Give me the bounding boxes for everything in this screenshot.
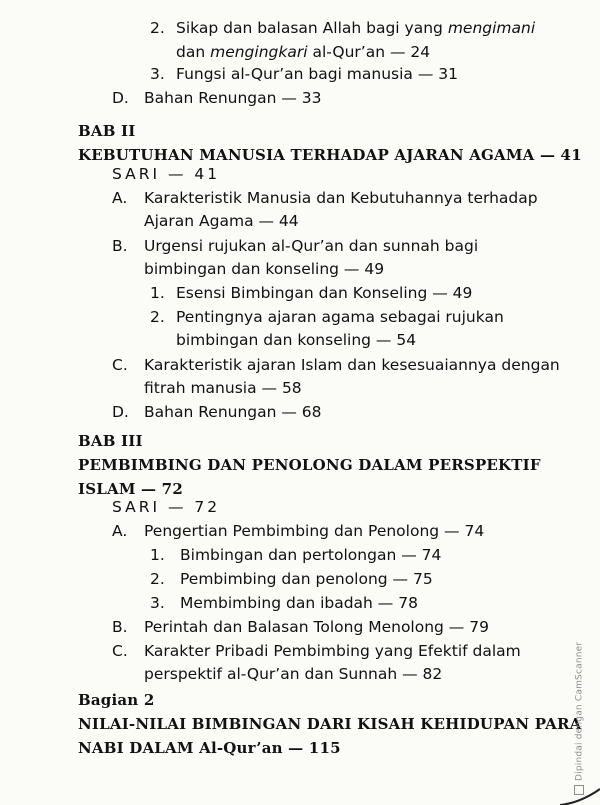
item-number: C. bbox=[112, 356, 128, 374]
item-text: Pentingnya ajaran agama sebagai rujukan bbox=[176, 308, 504, 326]
chapter-title: PEMBIMBING DAN PENOLONG DALAM PERSPEKTIF bbox=[78, 456, 541, 474]
part-label: Bagian 2 bbox=[78, 691, 155, 709]
item-number: D. bbox=[112, 89, 129, 107]
item-text bbox=[176, 42, 430, 62]
chapter-title: ISLAM — 72 bbox=[78, 480, 183, 498]
item-text: Bahan Renungan — 68 bbox=[144, 403, 322, 421]
item-number: B. bbox=[112, 237, 128, 255]
item-number: 1. bbox=[150, 546, 165, 564]
item-text: Bahan Renungan — 33 bbox=[144, 89, 322, 107]
item-text bbox=[176, 18, 535, 38]
item-text: perspektif al-Qur’an dan Sunnah — 82 bbox=[144, 665, 443, 683]
item-text: Urgensi rujukan al-Qur’an dan sunnah bagi bbox=[144, 237, 479, 255]
item-number: A. bbox=[112, 189, 128, 207]
item-text-part: Sikap dan balasan Allah bagi yang bbox=[176, 19, 448, 37]
item-text: Perintah dan Balasan Tolong Menolong — 79 bbox=[144, 618, 489, 636]
chapter-summary: SARI — 41 bbox=[112, 165, 221, 183]
item-text: fitrah manusia — 58 bbox=[144, 379, 302, 397]
item-text: Ajaran Agama — 44 bbox=[144, 212, 299, 230]
item-text-part: dan bbox=[176, 43, 211, 61]
chapter-label: BAB III bbox=[78, 432, 143, 450]
part-title: NABI DALAM Al-Qur’an — 115 bbox=[78, 739, 341, 757]
item-text: Karakteristik Manusia dan Kebutuhannya terhadap bbox=[144, 189, 538, 207]
item-text: bimbingan dan konseling — 49 bbox=[144, 260, 385, 278]
item-text: Pembimbing dan penolong — 75 bbox=[180, 570, 433, 588]
item-text-part: al-Qur’an — 24 bbox=[307, 43, 431, 61]
item-text: Pengertian Pembimbing dan Penolong — 74 bbox=[144, 522, 485, 540]
item-number: 2. bbox=[150, 308, 165, 326]
scanner-watermark bbox=[574, 642, 585, 795]
item-number: 1. bbox=[150, 284, 165, 302]
item-text-italic: mengingkari bbox=[210, 43, 308, 61]
item-number: 2. bbox=[150, 570, 165, 588]
item-number: 3. bbox=[150, 594, 165, 612]
item-number: B. bbox=[112, 618, 128, 636]
item-number: A. bbox=[112, 522, 128, 540]
page-curl-icon bbox=[560, 785, 600, 805]
item-number: D. bbox=[112, 403, 129, 421]
item-text-italic: mengimani bbox=[447, 19, 536, 37]
item-number: C. bbox=[112, 642, 128, 660]
item-text: Esensi Bimbingan dan Konseling — 49 bbox=[176, 284, 473, 302]
item-text: Fungsi al-Qur’an bagi manusia — 31 bbox=[176, 65, 459, 83]
item-text: Karakteristik ajaran Islam dan kesesuaiannya dengan bbox=[144, 356, 560, 374]
item-text: Membimbing dan ibadah — 78 bbox=[180, 594, 418, 612]
item-text: Bimbingan dan pertolongan — 74 bbox=[180, 546, 442, 564]
item-number: 2. bbox=[150, 19, 165, 37]
item-text: bimbingan dan konseling — 54 bbox=[176, 331, 417, 349]
item-number: 3. bbox=[150, 65, 165, 83]
chapter-label: BAB II bbox=[78, 122, 136, 140]
item-text: Karakter Pribadi Pembimbing yang Efektif dalam bbox=[144, 642, 521, 660]
part-title: NILAI-NILAI BIMBINGAN DARI KISAH KEHIDUPAN PARA bbox=[78, 715, 582, 733]
watermark-text: Dipindai dengan CamScanner bbox=[574, 641, 585, 781]
chapter-title: KEBUTUHAN MANUSIA TERHADAP AJARAN AGAMA — 41 bbox=[78, 146, 582, 164]
chapter-summary: SARI — 72 bbox=[112, 498, 221, 516]
